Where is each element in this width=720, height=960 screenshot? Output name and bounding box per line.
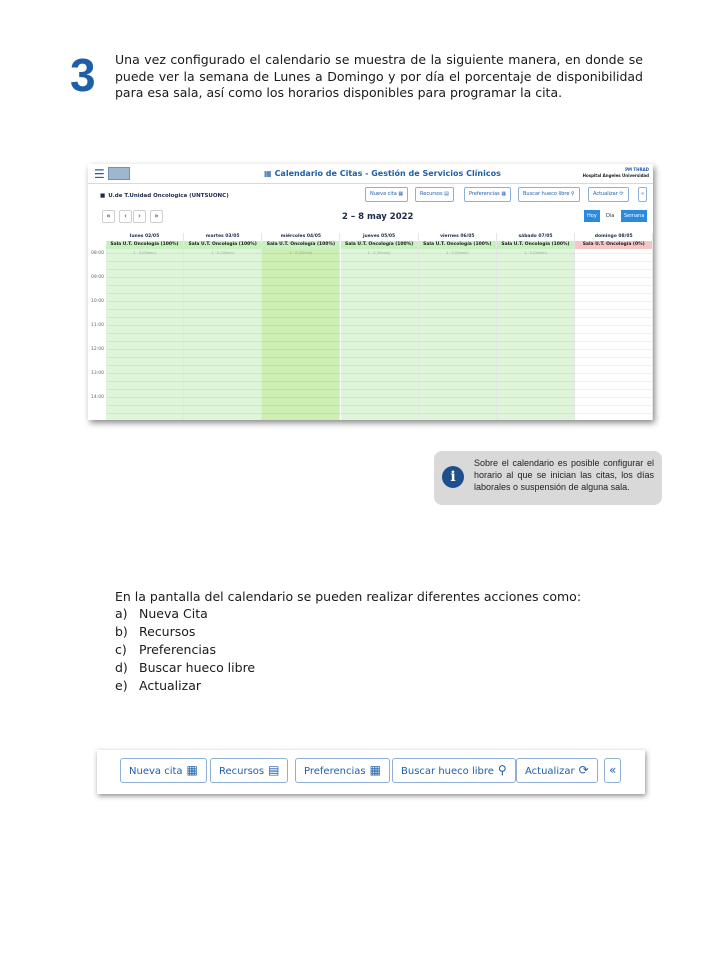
calendar-screenshot: [88, 164, 653, 420]
calendar-title: [264, 169, 501, 178]
list-icon: ▤: [268, 763, 280, 777]
nav-last-button[interactable]: »: [150, 210, 163, 223]
action-text: Actualizar: [139, 678, 201, 693]
action-text: Recursos: [139, 624, 196, 639]
menu-icon[interactable]: ☰: [94, 167, 105, 181]
hour-label: 10:00: [91, 299, 104, 304]
nav-next-button[interactable]: ›: [133, 210, 146, 223]
calendar-icon: ▦: [501, 191, 507, 197]
grid-line: [106, 389, 653, 390]
grid-line: [106, 405, 653, 406]
refresh-icon: ⟳: [578, 763, 589, 777]
calendar-icon: ▦: [264, 169, 272, 178]
calendar-plus-icon: ▦: [398, 191, 404, 197]
day-header: jueves 05/05: [341, 233, 418, 241]
grid-line: [106, 341, 653, 342]
nav-first-button[interactable]: «: [102, 210, 115, 223]
time-slot[interactable]: 1 · 0 (00min): [133, 251, 156, 255]
grid-line: [106, 301, 653, 302]
calendar-plus-icon: ▦: [186, 763, 198, 777]
grid-line: [106, 253, 653, 254]
hour-label: 13:00: [91, 371, 104, 376]
hospital-name: Hospital Angeles Universidad: [582, 173, 649, 178]
time-slot[interactable]: 1 · 0 (00min): [211, 251, 235, 255]
time-slot[interactable]: 1 · 0 (00min): [367, 251, 391, 255]
today-button[interactable]: Hoy: [584, 210, 600, 222]
preferencias-label: Preferencias: [469, 191, 500, 197]
unit-label: U.de T.Unidad Oncologica (UNTSUONC): [108, 193, 229, 199]
room-availability: Sala U.T. Oncología (100%): [419, 241, 496, 249]
calendar-title-text: Calendario de Citas - Gestión de Servicios Clínicos: [274, 169, 501, 178]
room-availability: Sala U.T. Oncología (0%): [575, 241, 652, 249]
day-header: sábado 07/05: [497, 233, 574, 241]
hour-label: 14:00: [91, 395, 104, 400]
day-header: viernes 06/05: [419, 233, 496, 241]
collapse-button[interactable]: [638, 187, 647, 202]
grid-line: [106, 333, 653, 334]
collapse-icon: «: [609, 763, 617, 777]
zoom-collapse-button[interactable]: [604, 758, 621, 783]
grid-line: [106, 317, 653, 318]
step-number: 3: [70, 49, 96, 101]
room-availability: Sala U.T. Oncología (100%): [184, 241, 261, 249]
grid-line: [106, 285, 653, 286]
actions-intro: En la pantalla del calendario se pueden realizar diferentes acciones como:: [115, 589, 582, 604]
actions-list: [115, 605, 255, 695]
preferencias-button[interactable]: [464, 187, 511, 202]
room-availability: Sala U.T. Oncología (100%): [341, 241, 418, 249]
action-item: [115, 641, 255, 659]
grid-line: [106, 365, 653, 366]
room-availability: Sala U.T. Oncología (100%): [497, 241, 574, 249]
time-slot[interactable]: 1 · 0 (00min): [524, 251, 547, 255]
zoom-preferencias-label: Preferencias: [304, 766, 366, 777]
hour-label: 08:00: [91, 251, 104, 256]
nav-prev-button[interactable]: ‹: [119, 210, 132, 223]
user-name: PM THRAD: [625, 167, 649, 172]
action-letter: c): [115, 642, 127, 657]
step-description: Una vez configurado el calendario se muestra de la siguiente manera, en donde se puede ver la semana de Lunes a Domingo y por día el porcentaje de disponibilidad para esa sala, así como los horarios disponibles para programar la cita.: [115, 52, 643, 100]
grid-line: [106, 325, 653, 326]
grid-line: [106, 277, 653, 278]
buscar-hueco-button[interactable]: [518, 187, 580, 202]
time-slot[interactable]: 1 · 0 (00min): [289, 251, 313, 255]
briefcase-icon: ■: [100, 193, 106, 199]
hour-label: 11:00: [91, 323, 104, 328]
action-letter: d): [115, 660, 128, 675]
app-logo: [108, 167, 130, 180]
unit-selector[interactable]: [100, 193, 229, 199]
collapse-icon: «: [641, 191, 645, 197]
zoom-recursos-label: Recursos: [219, 766, 265, 777]
week-view-button[interactable]: Semana: [621, 210, 647, 222]
action-item: [115, 677, 255, 695]
nueva-cita-label: Nueva cita: [370, 191, 397, 197]
toolbar-zoom: [97, 750, 645, 794]
grid-line: [106, 293, 653, 294]
hour-label: 09:00: [91, 275, 104, 280]
zoom-buscar-label: Buscar hueco libre: [401, 766, 494, 777]
room-availability: Sala U.T. Oncología (100%): [262, 241, 339, 249]
day-header: miércoles 04/05: [262, 233, 339, 241]
grid-line: [106, 269, 653, 270]
info-note-text: Sobre el calendario es posible configurar el horario al que se inician las citas, los días laborales o suspensión de alguna sala.: [474, 458, 654, 492]
day-view-button[interactable]: Día: [603, 210, 617, 222]
actualizar-button[interactable]: [588, 187, 629, 202]
list-icon: ▤: [444, 191, 449, 197]
zoom-nueva-cita-button[interactable]: [120, 758, 207, 783]
nueva-cita-button[interactable]: [365, 187, 408, 202]
grid-line: [106, 309, 653, 310]
zoom-buscar-button[interactable]: [392, 758, 516, 783]
time-slot[interactable]: 1 · 0 (00min): [445, 251, 469, 255]
user-info: [583, 167, 649, 179]
action-letter: b): [115, 624, 128, 639]
buscar-label: Buscar hueco libre: [523, 191, 570, 197]
search-user-icon: ⚲: [497, 763, 507, 777]
grid-line: [106, 357, 653, 358]
action-letter: a): [115, 606, 128, 621]
grid-line: [106, 397, 653, 398]
action-text: Nueva Cita: [139, 606, 208, 621]
action-letter: e): [115, 678, 128, 693]
recursos-button[interactable]: [415, 187, 454, 202]
zoom-nueva-cita-label: Nueva cita: [129, 766, 183, 777]
zoom-recursos-button[interactable]: [210, 758, 288, 783]
day-header: martes 03/05: [184, 233, 261, 241]
grid-line: [106, 413, 653, 414]
info-icon: i: [442, 466, 464, 488]
refresh-icon: ⟳: [619, 191, 624, 197]
zoom-actualizar-label: Actualizar: [525, 766, 575, 777]
day-header: lunes 02/05: [106, 233, 183, 241]
room-availability: Sala U.T. Oncología (100%): [106, 241, 183, 249]
action-item: [115, 659, 255, 677]
grid-line: [106, 381, 653, 382]
date-range: 2 – 8 may 2022: [342, 212, 414, 222]
calendar-header: [88, 164, 653, 184]
actualizar-label: Actualizar: [593, 191, 618, 197]
info-note: [434, 451, 662, 505]
grid-line: [106, 349, 653, 350]
hour-label: 12:00: [91, 347, 104, 352]
recursos-label: Recursos: [420, 191, 443, 197]
grid-line: [106, 261, 653, 262]
action-text: Buscar hueco libre: [139, 660, 256, 675]
search-user-icon: ⚲: [571, 191, 575, 197]
action-item: [115, 623, 255, 641]
grid-line: [106, 373, 653, 374]
action-text: Preferencias: [139, 642, 216, 657]
zoom-preferencias-button[interactable]: [295, 758, 390, 783]
action-item: [115, 605, 255, 623]
day-header: domingo 08/05: [575, 233, 652, 241]
calendar-icon: ▦: [369, 763, 381, 777]
zoom-actualizar-button[interactable]: [516, 758, 598, 783]
